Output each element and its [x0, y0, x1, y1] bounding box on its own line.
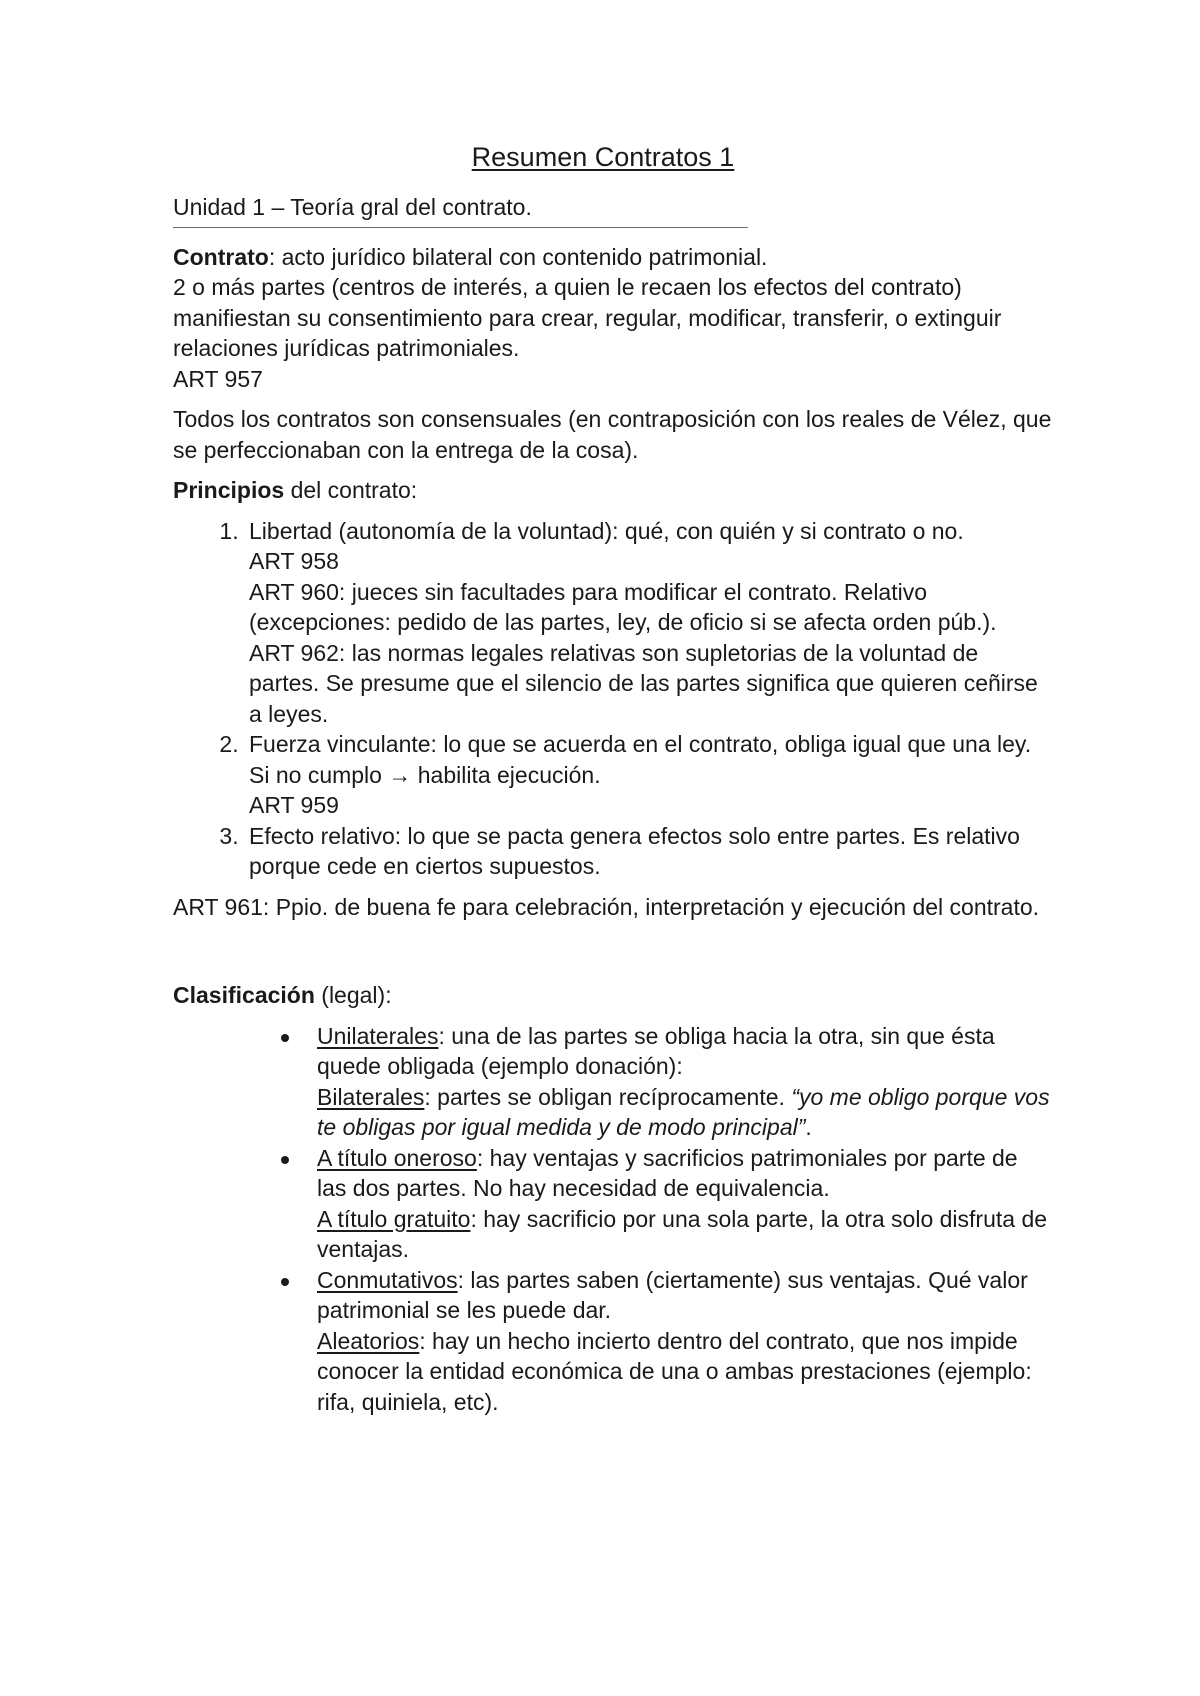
contrato-definition	[173, 242, 1053, 395]
principio-fuerza-art: ART 959	[249, 792, 339, 818]
bullet-icon	[281, 1034, 289, 1042]
bilaterales-text: : partes se obligan recíprocamente.	[424, 1083, 792, 1110]
principio-libertad-text: Libertad (autonomía de la voluntad): qué, con quién y si contrato o no.	[249, 517, 964, 544]
oneroso-term: A título oneroso	[317, 1144, 477, 1171]
clasificacion-rest: (legal):	[314, 982, 392, 1008]
principio-efecto-text: Efecto relativo: lo que se pacta genera efectos solo entre partes. Es relativo porque cede en ciertos supuestos.	[249, 822, 1020, 879]
unit-heading: Unidad 1 – Teoría gral del contrato.	[173, 192, 748, 228]
principio-item-fuerza-vinculante	[245, 729, 1053, 821]
clasificacion-list	[173, 1021, 1053, 1418]
aleatorios-text: : hay un hecho incierto dentro del contrato, que nos impide conocer la entidad económica de una o ambas prestaciones (ejemplo: rifa, quiniela, etc).	[317, 1327, 1032, 1415]
blank-space	[173, 932, 1053, 980]
bilaterales-term: Bilaterales	[317, 1083, 425, 1110]
gratuito-term: A título gratuito	[317, 1205, 471, 1232]
consensuales-paragraph: Todos los contratos son consensuales (en contraposición con los reales de Vélez, que se perfeccionaban con la entrega de la cosa).	[173, 406, 1052, 463]
conmutativos-text: : las partes saben (ciertamente) sus ventajas. Qué valor patrimonial se les puede dar.	[317, 1266, 1028, 1323]
clasificacion-term: Clasificación	[173, 982, 315, 1008]
principios-rest: del contrato:	[284, 477, 418, 503]
buena-fe-paragraph: ART 961: Ppio. de buena fe para celebración, interpretación y ejecución del contrato.	[173, 893, 1040, 920]
conmutativos-term: Conmutativos	[317, 1266, 458, 1293]
oneroso-text: : hay ventajas y sacrificios patrimoniales por parte de las dos partes. No hay necesidad de equivalencia.	[317, 1144, 1018, 1201]
clasificacion-heading	[173, 980, 1053, 1011]
bilaterales-end: .	[805, 1114, 812, 1140]
principio-libertad-art962: ART 962: las normas legales relativas son supletorias de la voluntad de partes. Se presume que el silencio de las partes significa que quieren ceñirse a leyes.	[249, 639, 1038, 727]
unilaterales-text: : una de las partes se obliga hacia la otra, sin que ésta quede obligada (ejemplo donación):	[317, 1022, 995, 1079]
principios-term: Principios	[173, 477, 285, 503]
clasificacion-item-conmutativos	[317, 1265, 1053, 1418]
aleatorios-term: Aleatorios	[317, 1327, 420, 1354]
bilaterales-quote: “yo me obligo porque vos te obligas por igual medida y de modo principal”	[317, 1083, 1050, 1140]
principio-libertad-art960: ART 960: jueces sin facultades para modificar el contrato. Relativo (excepciones: pedido de las partes, ley, de oficio si se afecta orden púb.).	[249, 578, 997, 635]
bullet-icon	[281, 1278, 289, 1286]
principio-libertad-art: ART 958	[249, 548, 339, 574]
clasificacion-item-unilaterales	[317, 1021, 1053, 1143]
contrato-explanation: 2 o más partes (centros de interés, a quien le recaen los efectos del contrato) manifiestan su consentimiento para crear, regular, modificar, transferir, o extinguir relaciones jurídicas patrimoniales.	[173, 274, 1002, 361]
principio-item-libertad	[245, 516, 1053, 730]
bullet-icon	[281, 1156, 289, 1164]
document-title: Resumen Contratos 1	[471, 142, 735, 172]
principios-list	[173, 516, 1053, 882]
clasificacion-item-oneroso	[317, 1143, 1053, 1265]
principios-heading	[173, 475, 1053, 506]
document-body	[173, 140, 1053, 1417]
unilaterales-term: Unilaterales	[317, 1022, 439, 1049]
gratuito-text: : hay sacrificio por una sola parte, la otra solo disfruta de ventajas.	[317, 1205, 1048, 1262]
contrato-term: Contrato	[173, 243, 269, 270]
principio-item-efecto-relativo	[245, 821, 1053, 882]
contrato-article: ART 957	[173, 365, 263, 392]
contrato-definition-text: : acto jurídico bilateral con contenido patrimonial.	[268, 243, 768, 270]
principio-fuerza-text: Fuerza vinculante: lo que se acuerda en el contrato, obliga igual que una ley. Si no cumplo → habilita ejecución.	[249, 731, 1032, 788]
